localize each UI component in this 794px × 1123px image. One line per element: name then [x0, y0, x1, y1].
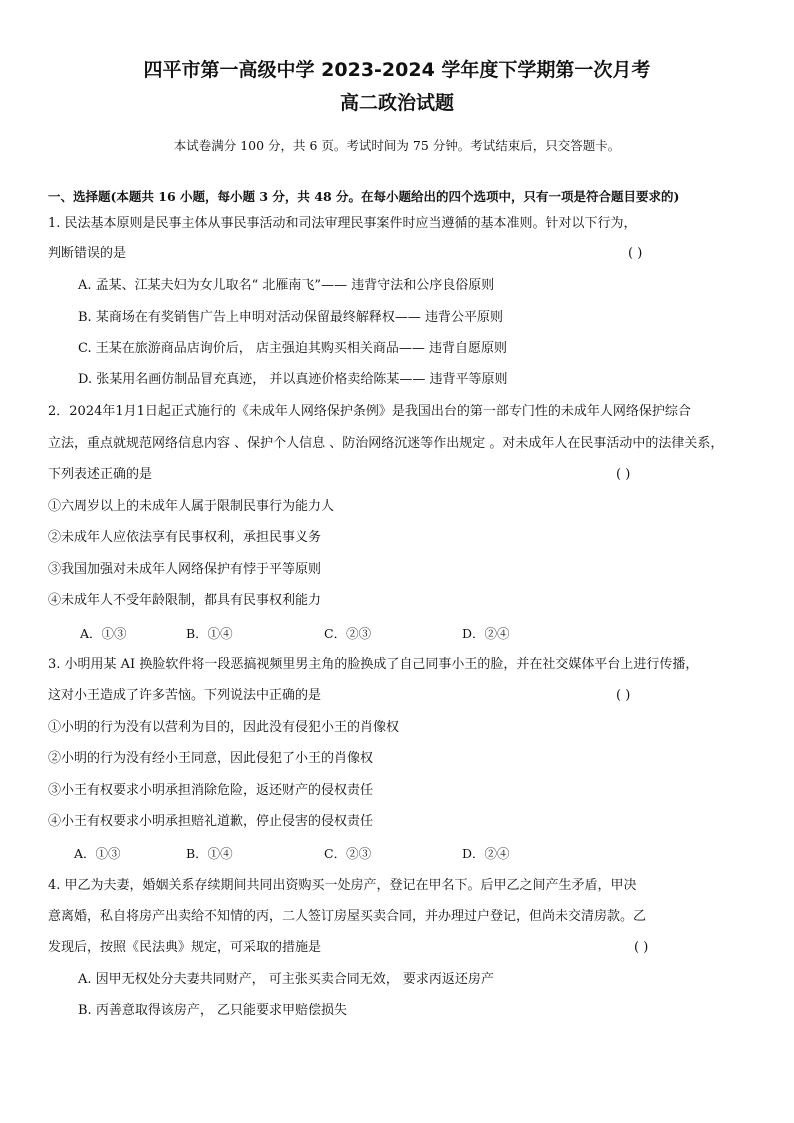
- q1-option-a: A. 孟某、江某夫妇为女儿取名“ 北雁南飞”—— 违背守法和公序良俗原则: [78, 278, 495, 293]
- q3-item-3: ③小王有权要求小明承担消除危险，返还财产的侵权责任: [48, 783, 374, 798]
- q2-item-1: ①六周岁以上的未成年人属于限制民事行为能力人: [48, 499, 335, 514]
- exam-title: 四平市第一高级中学 2023-2024 学年度下学期第一次月考: [143, 59, 651, 81]
- q1-option-d: D. 张某用名画仿制品冒充真迹， 并以真迹价格卖给陈某—— 违背平等原则: [78, 372, 508, 387]
- q3-item-2: ②小明的行为没有经小王同意，因此侵犯了小王的肖像权: [48, 751, 374, 766]
- q1-answer-blank: ( ): [628, 246, 643, 261]
- q2-choice-c: C．②③: [324, 626, 372, 641]
- q1-option-c: C. 王某在旅游商品店询价后， 店主强迫其购买相关商品—— 违背自愿原则: [78, 341, 508, 356]
- q1-stem-line1: 1. 民法基本原则是民事主体从事民事活动和司法审理民事案件时应当遵循的基本准则。针对以下行为，: [48, 216, 637, 231]
- q2-choice-b: B．①④: [186, 626, 233, 641]
- q2-choice-d: D．②④: [462, 626, 510, 641]
- q4-option-b: B. 丙善意取得该房产， 乙只能要求甲赔偿损失: [78, 1003, 347, 1018]
- q2-item-2: ②未成年人应依法享有民事权利，承担民事义务: [48, 530, 322, 545]
- q4-option-a: A. 因甲无权处分夫妻共同财产， 可主张买卖合同无效， 要求丙返还房产: [78, 972, 494, 987]
- q3-stem-line1: 3. 小明用某 AI 换脸软件将一段恶搞视频里男主角的脸换成了自己同事小王的脸，并在社交媒体平台上进行传播，: [48, 657, 699, 672]
- q3-item-4: ④小王有权要求小明承担赔礼道歉，停止侵害的侵权责任: [48, 814, 374, 829]
- q2-item-4: ④未成年人不受年龄限制，都具有民事权利能力: [48, 593, 322, 608]
- q3-choice-a: A．①③: [74, 846, 121, 861]
- q2-stem-line3: 下列表述正确的是: [48, 467, 153, 482]
- q3-choice-d: D．②④: [462, 846, 510, 861]
- q2-stem-line1: 2．2024年1月1日起正式施行的《未成年人网络保护条例》是我国出台的第一部专门性的未成年人网络保护综合: [48, 404, 691, 419]
- exam-note: 本试卷满分 100 分，共 6 页。考试时间为 75 分钟。考试结束后，只交答题卡。: [173, 138, 621, 153]
- q3-stem-line2: 这对小王造成了许多苦恼。下列说法中正确的是: [48, 688, 322, 703]
- q1-stem-line2: 判断错误的是: [48, 246, 127, 261]
- q4-stem-line1: 4. 甲乙为夫妻，婚姻关系存续期间共同出资购买一处房产，登记在甲名下。后甲乙之间产生矛盾，甲决: [48, 878, 637, 893]
- exam-subtitle: 高二政治试题: [339, 92, 454, 114]
- section-heading: 一、选择题(本题共 16 小题，每小题 3 分，共 48 分。在每小题给出的四个选项中，只有一项是符合题目要求的): [48, 189, 680, 204]
- q4-stem-line3: 发现后，按照《民法典》规定，可采取的措施是: [48, 940, 322, 955]
- q4-answer-blank: ( ): [634, 940, 649, 955]
- q2-item-3: ③我国加强对未成年人网络保护有悖于平等原则: [48, 562, 322, 577]
- q1-option-b: B. 某商场在有奖销售广告上申明对活动保留最终解释权—— 违背公平原则: [78, 310, 503, 325]
- q3-answer-blank: ( ): [616, 688, 631, 703]
- q3-choice-b: B．①④: [186, 846, 233, 861]
- q2-choice-a: A．①③: [80, 626, 127, 641]
- q4-stem-line2: 意离婚，私自将房产出卖给不知情的丙，二人签订房屋买卖合同，并办理过户登记，但尚未交清房款。乙: [48, 909, 647, 924]
- q3-item-1: ①小明的行为没有以营利为目的，因此没有侵犯小王的肖像权: [48, 720, 400, 735]
- q2-stem-line2: 立法，重点就规范网络信息内容 、保护个人信息 、防治网络沉迷等作出规定 。对未成年人在民事活动中的法律关系，: [48, 436, 724, 451]
- q3-choice-c: C．②③: [324, 846, 372, 861]
- q2-answer-blank: ( ): [616, 467, 631, 482]
